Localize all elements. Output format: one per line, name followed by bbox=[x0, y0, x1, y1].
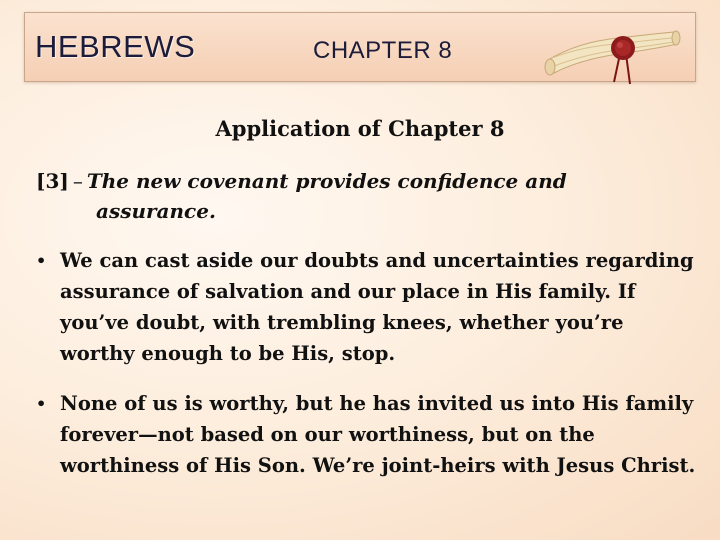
bullet-item bbox=[36, 388, 700, 481]
point-reference: [3] bbox=[36, 169, 69, 193]
point-statement: The new covenant provides confidence and bbox=[86, 169, 567, 193]
point-dash: – bbox=[72, 169, 83, 193]
bullet-text: We can cast aside our doubts and uncertainties regarding assurance of salvation and our place in His family. If you’ve doubt, with trembling knees, whether you’re worthy enough to be His, stop. bbox=[60, 249, 694, 365]
chapter-label: CHAPTER 8 bbox=[313, 37, 453, 64]
bullet-dot-icon: • bbox=[36, 394, 47, 413]
section-title: Application of Chapter 8 bbox=[215, 116, 505, 141]
point-statement-continuation: assurance. bbox=[96, 199, 216, 223]
bullet-item bbox=[36, 245, 700, 369]
bullet-text: None of us is worthy, but he has invited us into His family forever—not based on our worthiness, but on the worthiness of His Son. We’re joint-heirs with Jesus Christ. bbox=[60, 392, 696, 477]
book-title: HEBREWS bbox=[35, 29, 196, 64]
bullet-dot-icon: • bbox=[36, 251, 47, 270]
scroll-with-wax-seal-icon bbox=[538, 20, 682, 86]
point-heading bbox=[36, 166, 676, 226]
